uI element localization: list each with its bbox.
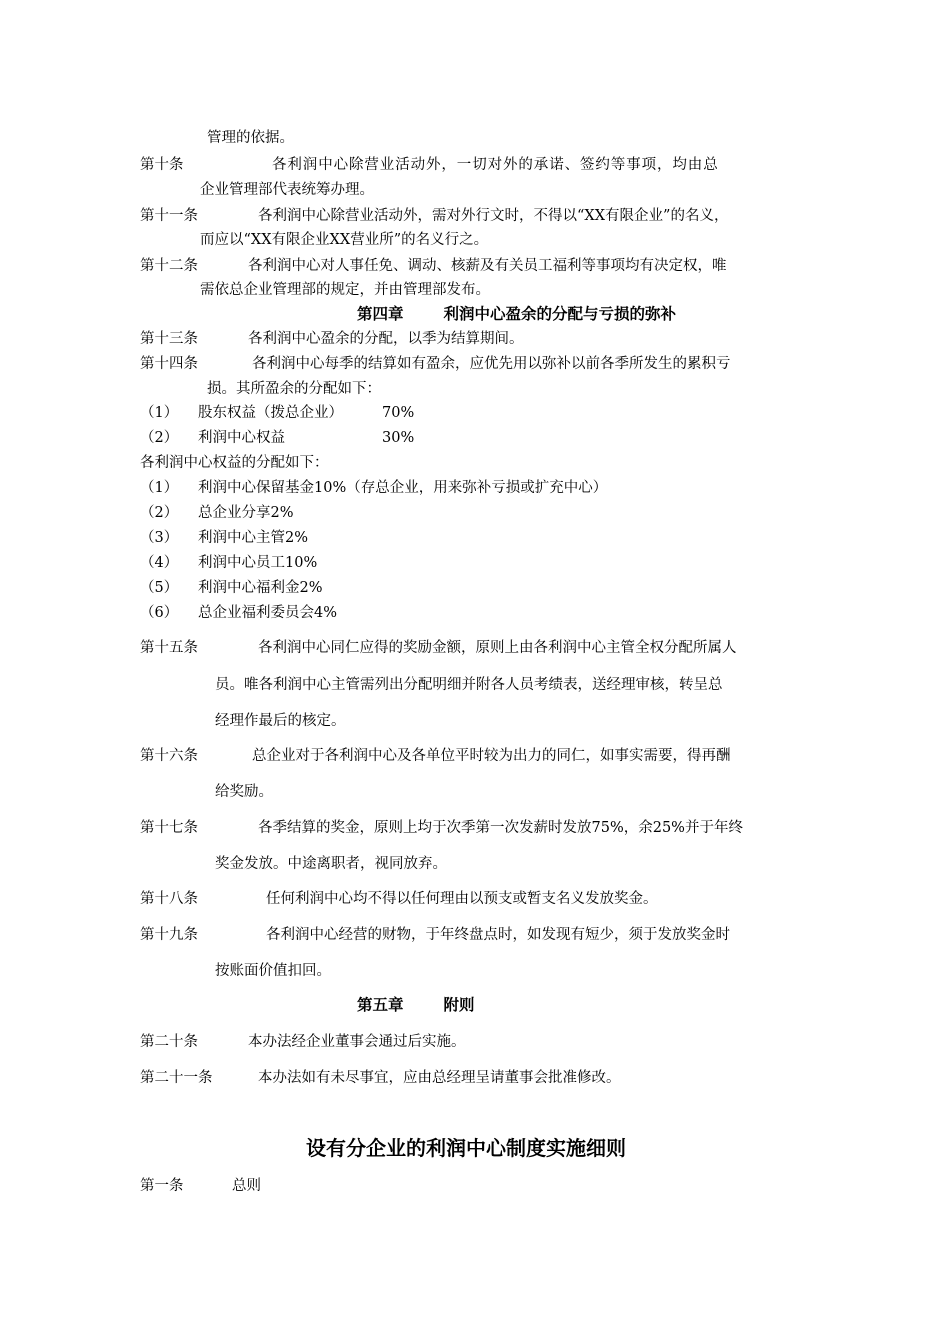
list-item-label [140,503,178,523]
list-item-text [198,478,607,498]
article-1-label [140,1176,184,1196]
article-10-continuation [200,180,374,200]
article-14-text [252,354,731,374]
line-text: 各利润中心对人事任免、调动、核薪及有关员工福利等事项均有决定权，唯 [248,258,727,274]
list-item-text [198,403,343,423]
chapter-number: 第五章 [357,996,404,1014]
article-label: 第十六条 [140,748,198,764]
article-17-continuation [215,854,447,874]
list-number: （3） [140,530,179,546]
article-14-continuation [207,379,381,399]
list-item-value [382,403,414,423]
article-12-text [248,256,727,276]
article-label: 第一条 [140,1178,184,1194]
line-text: 按账面价值扣回。 [215,963,331,979]
article-10-label [140,155,184,175]
list-item-text [198,553,317,573]
line-text: 各利润中心每季的结算如有盈余，应优先用以弥补以前各季所发生的累积亏 [252,356,731,372]
article-label: 第十五条 [140,640,198,656]
article-21-text [258,1068,621,1088]
article-label: 第十二条 [140,258,198,274]
line-text: 给奖励。 [215,784,273,800]
article-12-continuation [200,280,490,300]
line-text: 需依总企业管理部的规定，并由管理部发布。 [200,282,490,298]
article-16-continuation [215,782,273,802]
chapter-number: 第四章 [357,305,404,323]
article-1-text [232,1176,261,1196]
article-19-continuation [215,961,331,981]
list-number: （1） [140,405,179,421]
line-text: 而应以“XX有限企业XX营业所”的名义行之。 [200,232,489,248]
list-item-text [198,603,337,623]
line-text: 利润中心福利金2% [198,580,323,596]
line-text: 各利润中心除营业活动外，需对外行文时，不得以“XX有限企业”的名义， [258,208,729,224]
article-9-continuation [207,128,294,148]
line-text: 各利润中心权益的分配如下： [140,455,329,471]
line-text: 各利润中心除营业活动外，一切对外的承诺、签约等事项，均由总 [272,157,719,173]
list-item-text [198,503,294,523]
list-number: （2） [140,430,179,446]
list-item-value [382,428,414,448]
line-text: 本办法如有未尽事宜，应由总经理呈请董事会批准修改。 [258,1070,621,1086]
article-18-label [140,889,198,909]
list-item-label [140,403,178,423]
list-item-label [140,428,178,448]
list-number: （2） [140,505,179,521]
line-text: 股东权益（拨总企业） [198,405,343,421]
article-11-label [140,206,198,226]
list-item-text [198,428,285,448]
line-text: 各利润中心盈余的分配，以季为结算期间。 [248,331,524,347]
article-label: 第十七条 [140,820,198,836]
article-20-label [140,1032,198,1052]
line-text: 利润中心保留基金10%（存总企业，用来弥补亏损或扩充中心） [198,480,608,496]
article-17-text [258,818,743,838]
article-14-label [140,354,198,374]
article-13-label [140,329,198,349]
chapter-4-heading [357,304,676,324]
article-12-label [140,256,198,276]
article-label: 第十四条 [140,356,198,372]
line-text: 本办法经企业董事会通过后实施。 [248,1034,466,1050]
article-13-text [248,329,524,349]
article-label: 第二十一条 [140,1070,213,1086]
article-label: 第十条 [140,157,184,173]
line-text: 总则 [232,1178,261,1194]
list-number: （1） [140,480,179,496]
line-text: 经理作最后的核定。 [215,713,346,729]
chapter-5-heading [357,995,475,1015]
article-15-label [140,638,198,658]
article-15-continuation [215,675,723,695]
list-number: （5） [140,580,179,596]
article-label: 第二十条 [140,1034,198,1050]
list-item-label [140,603,178,623]
article-label: 第十九条 [140,927,198,943]
list-item-label [140,478,178,498]
percent-value: 70% [382,405,415,421]
line-text: 员。唯各利润中心主管需列出分配明细并附各人员考绩表，送经理审核，转呈总 [215,677,723,693]
article-16-text [252,746,731,766]
line-text: 奖金发放。中途离职者，视同放弃。 [215,856,447,872]
list-item-label [140,553,178,573]
article-17-label [140,818,198,838]
list-item-label [140,578,178,598]
list-item-text [198,578,323,598]
article-20-text [248,1032,466,1052]
list-intro [140,453,329,473]
line-text: 企业管理部代表统筹办理。 [200,182,374,198]
article-15-continuation [215,711,346,731]
line-text: 各利润中心同仁应得的奖励金额，原则上由各利润中心主管全权分配所属人 [258,640,737,656]
line-text: 总企业对于各利润中心及各单位平时较为出力的同仁，如事实需要，得再酬 [252,748,731,764]
section-title [306,1135,626,1161]
line-text: 利润中心主管2% [198,530,309,546]
list-number: （6） [140,605,179,621]
article-21-label [140,1068,213,1088]
article-18-text [266,889,658,909]
percent-value: 30% [382,430,415,446]
line-text: 利润中心权益 [198,430,285,446]
chapter-title: 附则 [443,996,475,1014]
chapter-title: 利润中心盈余的分配与亏损的弥补 [443,305,677,323]
article-label: 第十三条 [140,331,198,347]
line-text: 各利润中心经营的财物，于年终盘点时，如发现有短少，须于发放奖金时 [266,927,730,943]
article-19-text [266,925,730,945]
article-15-text [258,638,737,658]
line-text: 利润中心员工10% [198,555,318,571]
article-11-continuation [200,230,488,250]
article-label: 第十八条 [140,891,198,907]
line-text: 总企业福利委员会4% [198,605,338,621]
list-number: （4） [140,555,179,571]
article-19-label [140,925,198,945]
line-text: 总企业分享2% [198,505,294,521]
line-text: 损。其所盈余的分配如下： [207,381,381,397]
article-16-label [140,746,198,766]
section-title-text: 设有分企业的利润中心制度实施细则 [306,1136,626,1160]
list-item-label [140,528,178,548]
article-11-text [258,206,728,226]
line-text: 各季结算的奖金，原则上均于次季第一次发薪时发放75%，余25%并于年终 [258,820,743,836]
list-item-text [198,528,308,548]
line-text: 管理的依据。 [207,130,294,146]
line-text: 任何利润中心均不得以任何理由以预支或暂支名义发放奖金。 [266,891,658,907]
article-label: 第十一条 [140,208,198,224]
article-10-text [272,155,719,175]
